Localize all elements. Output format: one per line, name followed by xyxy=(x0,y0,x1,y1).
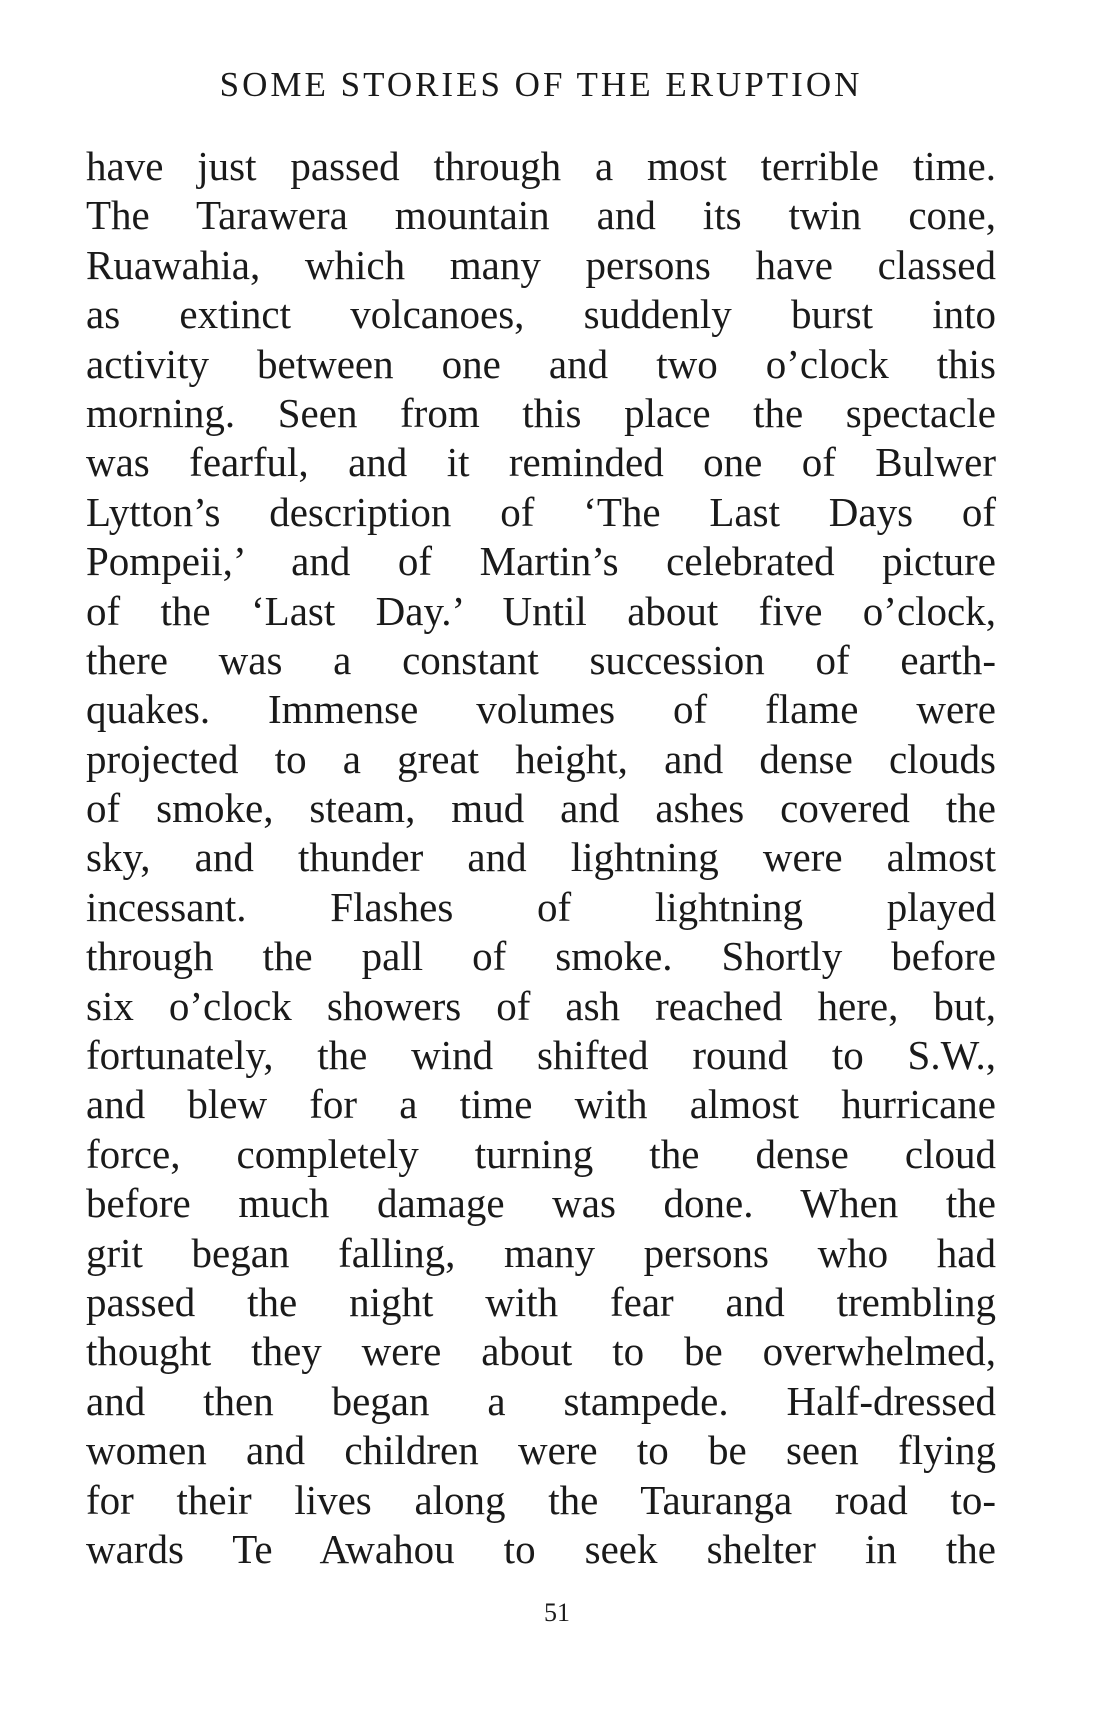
text-line: have just passed through a most terrible time. xyxy=(86,143,996,189)
text-line: quakes. Immense volumes of flame were xyxy=(86,686,996,733)
text-line: passed the night with fear and trembling xyxy=(86,1278,996,1325)
text-line: Pompeii,’ and of Martin’s celebrated picture xyxy=(86,538,996,585)
page-number: 51 xyxy=(544,1598,570,1627)
text-line: through the pall of smoke. Shortly before xyxy=(86,933,996,980)
body-text xyxy=(86,142,996,1574)
text-line: projected to a great height, and dense clouds xyxy=(86,735,996,782)
text-line: activity between one and two o’clock this xyxy=(86,340,996,387)
text-line: and then began a stampede. Half-dressed xyxy=(86,1377,996,1424)
text-line: grit began falling, many persons who had xyxy=(86,1229,996,1276)
text-line: force, completely turning the dense cloud xyxy=(86,1130,996,1177)
text-line: wards Te Awahou to seek shelter in the xyxy=(86,1525,996,1572)
text-line: Ruawahia, which many persons have classed xyxy=(86,241,996,288)
text-line: women and children were to be seen flying xyxy=(86,1427,996,1474)
text-line: Lytton’s description of ‘The Last Days of xyxy=(86,488,996,535)
text-line: of the ‘Last Day.’ Until about five o’clock, xyxy=(86,587,996,634)
text-line: before much damage was done. When the xyxy=(86,1180,996,1227)
text-line: incessant. Flashes of lightning played xyxy=(86,883,996,930)
text-line: and blew for a time with almost hurricane xyxy=(86,1081,996,1128)
text-line: six o’clock showers of ash reached here, but, xyxy=(86,982,996,1029)
text-line: morning. Seen from this place the spectacle xyxy=(86,389,996,436)
text-line: was fearful, and it reminded one of Bulwer xyxy=(86,439,996,486)
text-line: of smoke, steam, mud and ashes covered the xyxy=(86,785,996,832)
text-line: as extinct volcanoes, suddenly burst into xyxy=(86,291,996,338)
text-line: fortunately, the wind shifted round to S.W., xyxy=(86,1032,996,1079)
text-line: sky, and thunder and lightning were almost xyxy=(86,834,996,881)
text-line: thought they were about to be overwhelmed, xyxy=(86,1328,996,1375)
text-line: for their lives along the Tauranga road to- xyxy=(86,1476,996,1523)
text-line: The Tarawera mountain and its twin cone, xyxy=(86,192,996,239)
running-head: SOME STORIES OF THE ERUPTION xyxy=(219,65,863,104)
text-line: there was a constant succession of earth- xyxy=(86,636,996,683)
